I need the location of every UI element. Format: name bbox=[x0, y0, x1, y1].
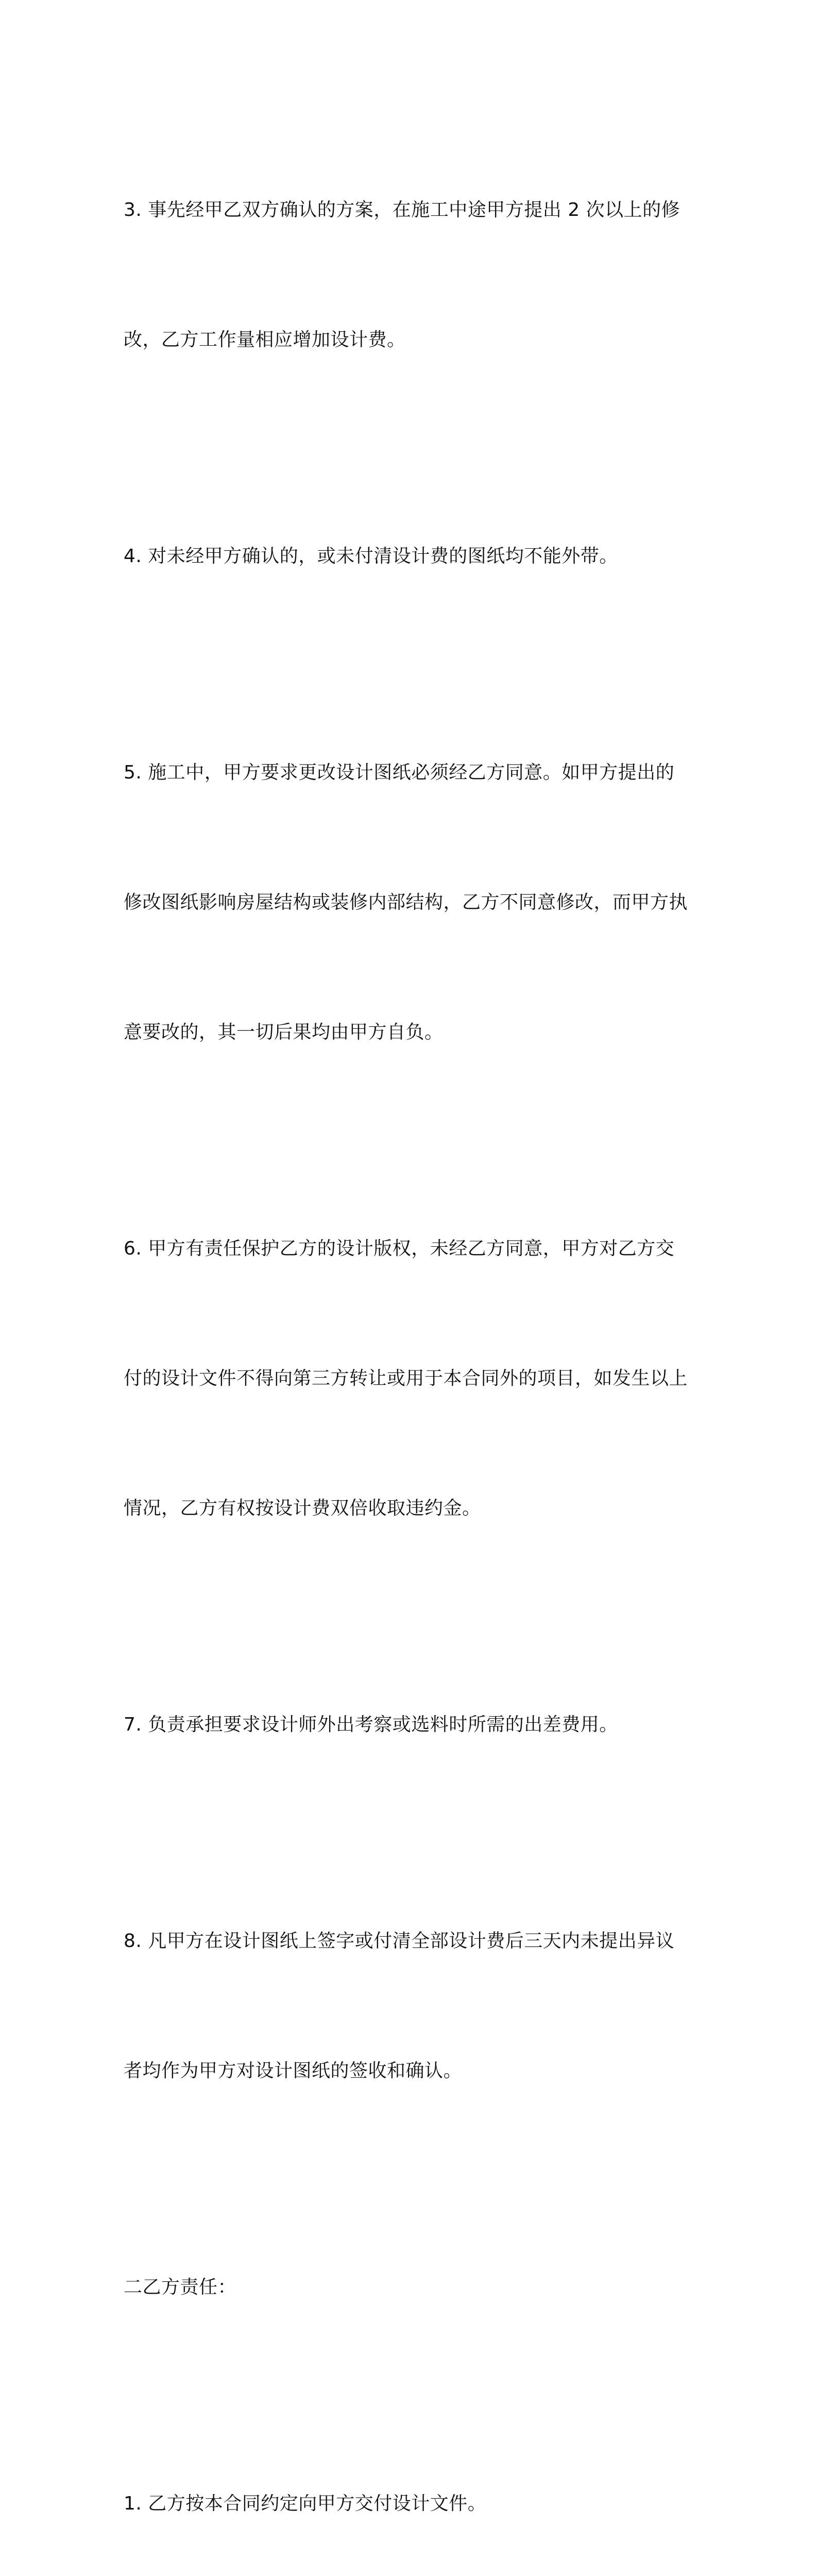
clause-paragraph bbox=[124, 448, 697, 665]
text-line: 二乙方责任： bbox=[124, 2277, 237, 2298]
text-line: 1. 乙方按本合同约定向甲方交付设计文件。 bbox=[124, 2493, 487, 2514]
clause-paragraph bbox=[124, 1617, 697, 1833]
clause-paragraph bbox=[124, 665, 697, 1141]
text-line: 8. 凡甲方在设计图纸上签字或付清全部设计费后三天内未提出异议 bbox=[124, 1930, 675, 1952]
text-line: 4. 对未经甲方确认的，或未付清设计费的图纸均不能外带。 bbox=[124, 546, 618, 567]
clause-paragraph bbox=[124, 1833, 697, 2179]
text-line: 6. 甲方有责任保护乙方的设计版权，未经乙方同意，甲方对乙方交 bbox=[124, 1238, 675, 1259]
text-line: 修改图纸影响房屋结构或装修内部结构，乙方不同意修改，而甲方执 bbox=[124, 892, 688, 913]
text-line: 5. 施工中，甲方要求更改设计图纸必须经乙方同意。如甲方提出的 bbox=[124, 762, 675, 783]
document-body bbox=[124, 102, 697, 2576]
text-line: 意要改的，其一切后果均由甲方自负。 bbox=[124, 1022, 444, 1043]
text-line: 3. 事先经甲乙双方确认的方案，在施工中途甲方提出 2 次以上的修 bbox=[124, 199, 680, 221]
text-line: 7. 负责承担要求设计师外出考察或选料时所需的出差费用。 bbox=[124, 1714, 618, 1735]
section-heading bbox=[124, 2179, 697, 2396]
text-line: 付的设计文件不得向第三方转让或用于本合同外的项目，如发生以上 bbox=[124, 1368, 688, 1389]
text-line: 改，乙方工作量相应增加设计费。 bbox=[124, 329, 406, 350]
clause-paragraph bbox=[124, 102, 697, 448]
clause-paragraph bbox=[124, 1141, 697, 1617]
text-line: 情况，乙方有权按设计费双倍收取违约金。 bbox=[124, 1498, 481, 1519]
text-line: 者均作为甲方对设计图纸的签收和确认。 bbox=[124, 2060, 463, 2081]
clause-paragraph bbox=[124, 2396, 697, 2576]
